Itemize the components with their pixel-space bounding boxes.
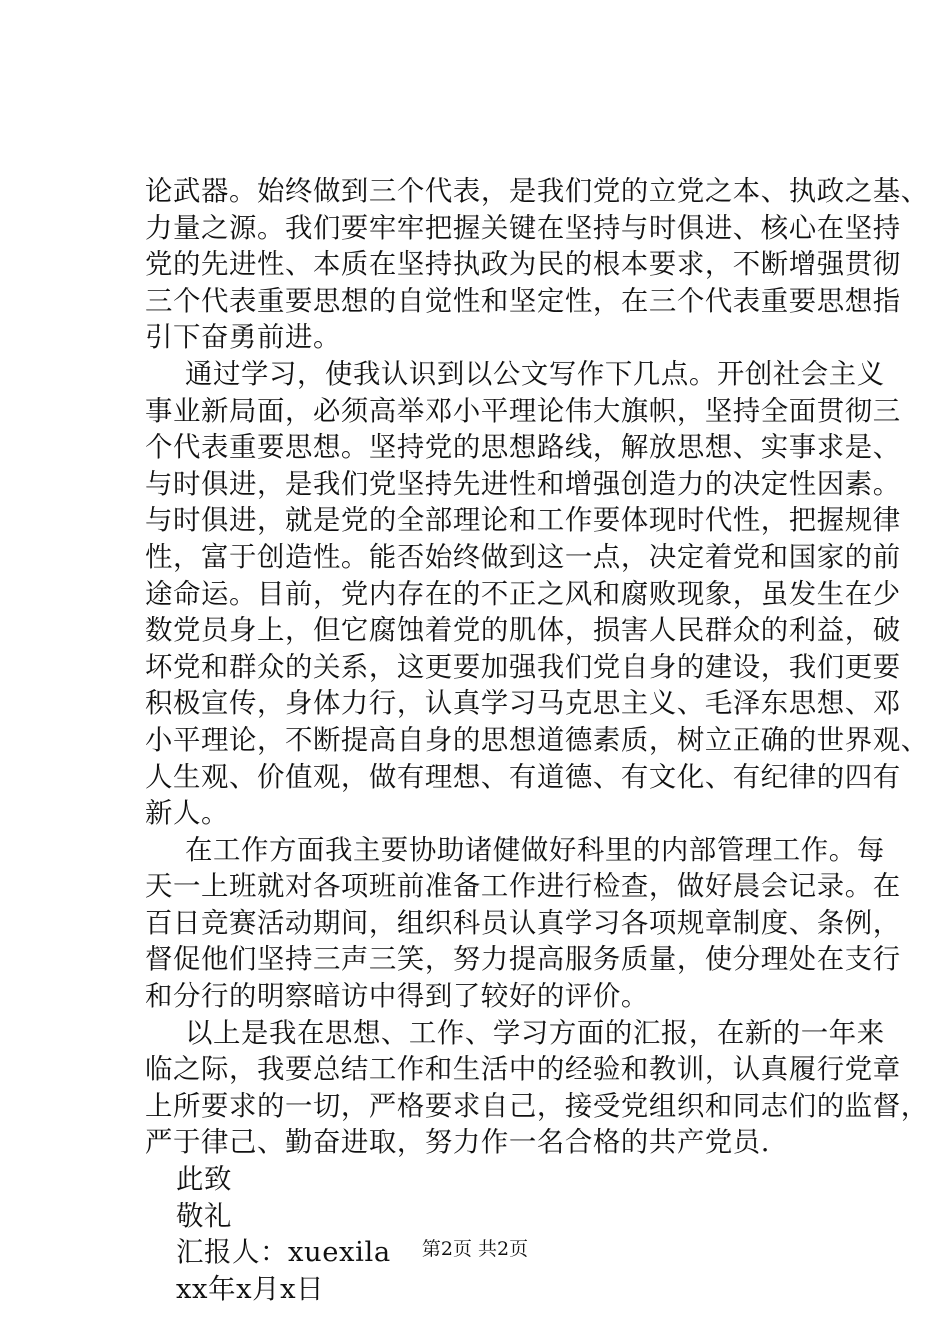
text-line: 事业新局面，必须高举邓小平理论伟大旗帜，坚持全面贯彻三 [145,395,901,427]
text-line: 途命运。目前，党内存在的不正之风和腐败现象，虽发生在少 [145,578,901,610]
text-line: 党的先进性、本质在坚持执政为民的根本要求，不断增强贯彻 [145,249,901,281]
text-line: 数党员身上，但它腐蚀着党的肌体，损害人民群众的利益，破 [145,615,901,647]
text-line: 引下奋勇前进。 [145,322,341,354]
text-line: 天一上班就对各项班前准备工作进行检查，做好晨会记录。在 [145,871,901,903]
text-line: 坏党和群众的关系，这更要加强我们党自身的建设，我们更要 [145,651,901,683]
text-line: 督促他们坚持三声三笑，努力提高服务质量，使分理处在支行 [145,944,901,976]
text-line: 上所要求的一切，严格要求自己，接受党组织和同志们的监督， [145,1090,929,1122]
text-line: 三个代表重要思想的自觉性和坚定性，在三个代表重要思想指 [145,285,901,317]
text-line: 临之际，我要总结工作和生活中的经验和教训，认真履行党章 [145,1054,901,1086]
text-line: 以上是我在思想、工作、学习方面的汇报，在新的一年来 [185,1017,885,1049]
text-line: 与时俱进，就是党的全部理论和工作要体现时代性，把握规律 [145,505,901,537]
page-number-footer: 第2页 共2页 [421,1238,529,1260]
text-line: 力量之源。我们要牢牢把握关键在坚持与时俱进、核心在坚持 [145,212,901,244]
text-line: 小平理论，不断提高自身的思想道德素质，树立正确的世界观、 [145,724,929,756]
paragraph-3 [145,833,901,1016]
paragraph-4 [145,1016,929,1162]
report-date: xx年x月x日 [176,1273,325,1305]
text-line: 性，富于创造性。能否始终做到这一点，决定着党和国家的前 [145,541,901,573]
text-line: 通过学习，使我认识到以公文写作下几点。开创社会主义 [185,358,885,390]
text-line: 个代表重要思想。坚持党的思想路线，解放思想、实事求是、 [145,432,901,464]
text-line: 百日竞赛活动期间，组织科员认真学习各项规章制度、条例， [145,907,901,939]
text-line: 严于律己、勤奋进取，努力作一名合格的共产党员. [145,1127,771,1159]
salutation-line: 此致 [176,1164,232,1196]
text-line: 与时俱进，是我们党坚持先进性和增强创造力的决定性因素。 [145,468,901,500]
salutation-line: 敬礼 [176,1200,232,1232]
text-line: 积极宣传，身体力行，认真学习马克思主义、毛泽东思想、邓 [145,688,901,720]
document-body [145,174,929,1308]
text-line: 论武器。始终做到三个代表，是我们党的立党之本、执政之基、 [145,176,929,207]
reporter-signature: 汇报人：xuexila [176,1237,391,1269]
paragraph-1 [145,174,929,357]
text-line: 人生观、价值观，做有理想、有道德、有文化、有纪律的四有 [145,761,901,793]
text-line: 在工作方面我主要协助诸健做好科里的内部管理工作。每 [185,834,885,866]
text-line: 和分行的明察暗访中得到了较好的评价。 [145,981,649,1013]
text-line: 新人。 [145,798,229,830]
paragraph-2 [145,357,929,833]
